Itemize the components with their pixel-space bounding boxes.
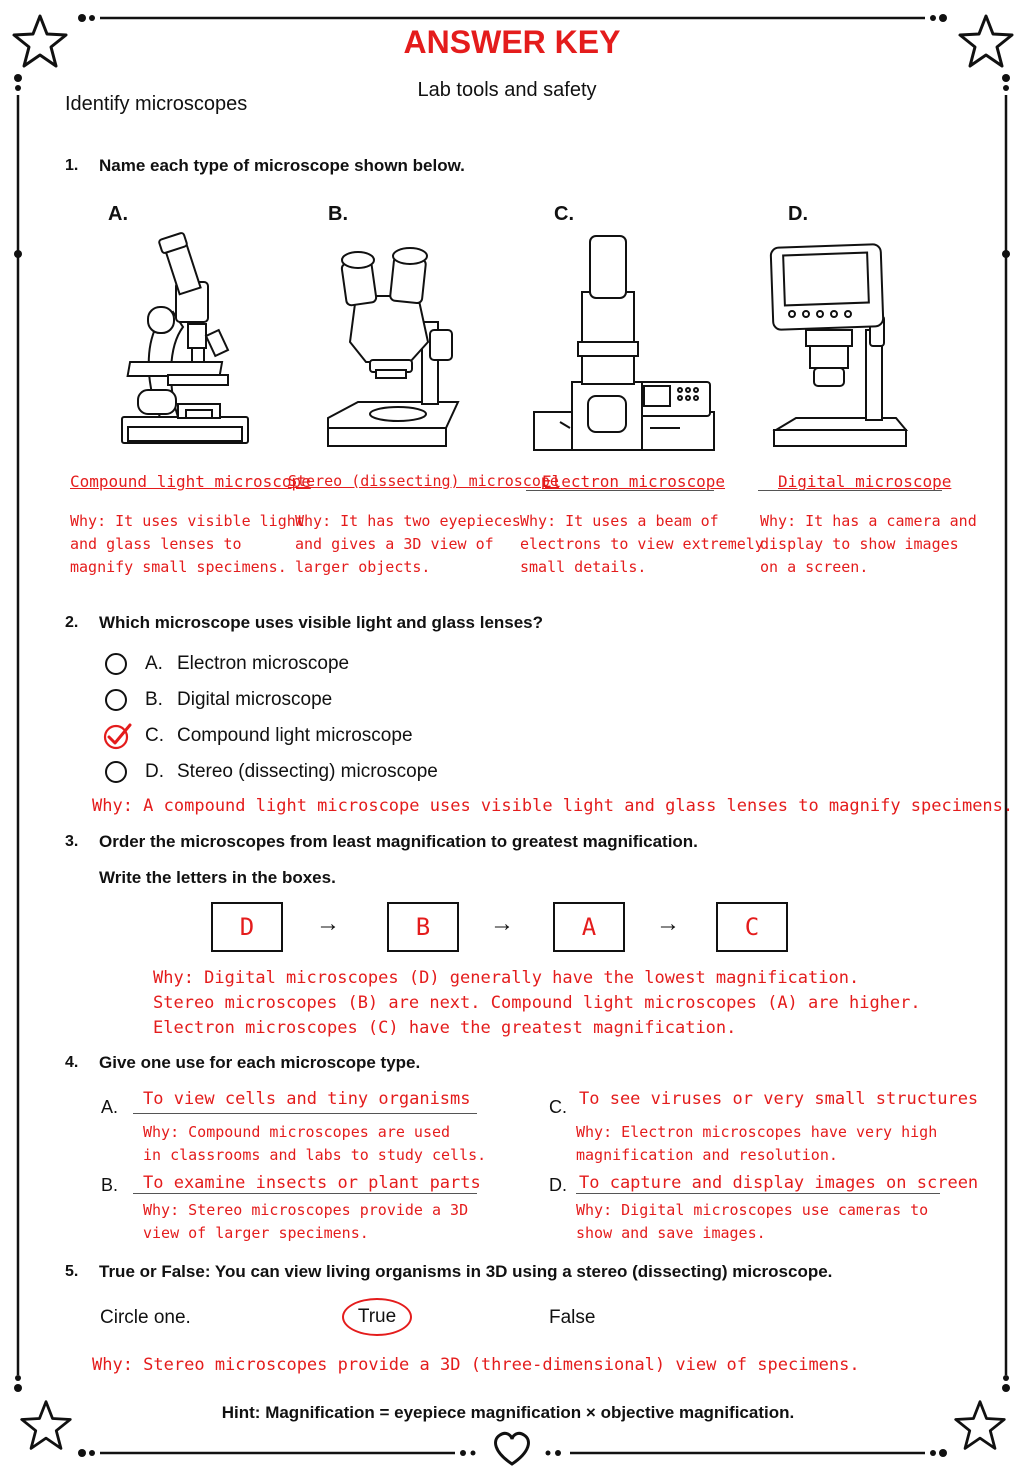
q1-letter-d: D. [788,203,808,225]
q1-answer-line-d [758,490,942,491]
q1-text: Name each type of microscope shown below. [99,156,465,175]
option-letter-c: C. [145,725,164,746]
option-letter-b: B. [145,689,163,710]
radio-option-d[interactable] [105,761,127,783]
order-box-2[interactable]: B [387,902,459,952]
microscope-icon [530,232,720,457]
q5-prompt: Circle one. [100,1307,191,1328]
q2-why: Why: A compound light microscope uses visible light and glass lenses to magnify specimens. [92,796,1014,816]
q1-answer-b: Stereo (dissecting) microscope [288,472,559,490]
q5-why: Why: Stereo microscopes provide a 3D (three-dimensional) view of specimens. [92,1355,860,1375]
q4-letter-c: C. [549,1097,567,1117]
q1-number: 1. [65,157,79,174]
q1-letter-a: A. [108,203,128,225]
microscope-icon [318,242,463,452]
q4-why-d: Why: Digital microscopes use cameras to show and save images. [576,1201,929,1242]
check-icon[interactable] [102,722,134,752]
q3-number: 3. [65,833,79,850]
option-label-b: Digital microscope [177,689,333,710]
q3-text: Order the microscopes from least magnification to greatest magnification. [99,832,698,851]
order-box-3[interactable]: A [553,902,625,952]
q3-instruction: Write the letters in the boxes. [99,868,336,887]
q4-answer-b: To examine insects or plant parts [143,1173,481,1193]
false-option[interactable]: False [549,1307,596,1328]
q5-text: True or False: You can view living organisms in 3D using a stereo (dissecting) microscope. [99,1262,833,1281]
q1-letter-b: B. [328,203,348,225]
q4-letter-b: B. [101,1175,119,1195]
q1-answer-line-c [526,490,714,491]
arrow-icon: → [656,910,680,937]
q1-why-d: Why: It has a camera and display to show images on a screen. [760,512,977,576]
true-option[interactable] [342,1298,412,1336]
radio-option-a[interactable] [105,653,127,675]
q4-line-d[interactable] [576,1193,940,1194]
page-title: ANSWER KEY [403,24,621,60]
page-subtitle: Lab tools and safety [417,79,597,101]
q1-why-b: Why: It has two eyepieces and gives a 3D view of larger objects. [295,512,521,576]
q2-number: 2. [65,614,79,631]
q4-why-b: Why: Stereo microscopes provide a 3D view of larger specimens. [143,1201,469,1242]
q4-why-c: Why: Electron microscopes have very high magnification and resolution. [576,1123,938,1164]
order-box-4[interactable]: C [716,902,788,952]
q2-text: Which microscope uses visible light and glass lenses? [99,613,544,632]
q4-number: 4. [65,1054,79,1071]
true-label: True [357,1306,397,1327]
option-label-c: Compound light microscope [177,725,413,746]
option-letter-d: D. [145,761,164,782]
q1-why-a: Why: It uses visible light and glass lenses to magnify small specimens. [70,512,305,576]
hint-text: Hint: Magnification = eyepiece magnification × objective magnification. [221,1403,795,1422]
microscope-icon [118,232,253,452]
radio-option-b[interactable] [105,689,127,711]
q4-line-b[interactable] [133,1193,477,1194]
q1-answer-c: Electron microscope [542,472,726,491]
q3-why: Why: Digital microscopes (D) generally have the lowest magnification. Stereo microscopes (B) are next. Compound light microscopes (A) are higher. Electron microscopes (C) have the greatest magnification. [153,968,921,1038]
microscope-icon [766,240,911,455]
heart-icon [490,1428,534,1468]
q1-answer-a: Compound light microscope [70,472,311,491]
option-label-a: Electron microscope [177,653,350,674]
q4-why-a: Why: Compound microscopes are used in classrooms and labs to study cells. [143,1123,487,1164]
q1-why-c: Why: It uses a beam of electrons to view extremely small details. [520,512,764,576]
q4-answer-d: To capture and display images on screen [579,1173,979,1193]
option-letter-a: A. [145,653,163,674]
option-label-d: Stereo (dissecting) microscope [177,761,438,782]
q1-answer-d: Digital microscope [778,472,952,491]
topic-label: Identify microscopes [65,93,248,115]
q4-letter-a: A. [101,1097,119,1117]
q4-letter-d: D. [549,1175,567,1195]
q4-answer-c: To see viruses or very small structures [579,1089,979,1109]
arrow-icon: → [316,910,340,937]
order-box-1[interactable]: D [211,902,283,952]
arrow-icon: → [490,910,514,937]
q4-line-a[interactable] [133,1113,477,1114]
q4-answer-a: To view cells and tiny organisms [143,1089,471,1109]
q1-letter-c: C. [554,203,574,225]
q4-text: Give one use for each microscope type. [99,1053,421,1072]
q5-number: 5. [65,1263,79,1280]
